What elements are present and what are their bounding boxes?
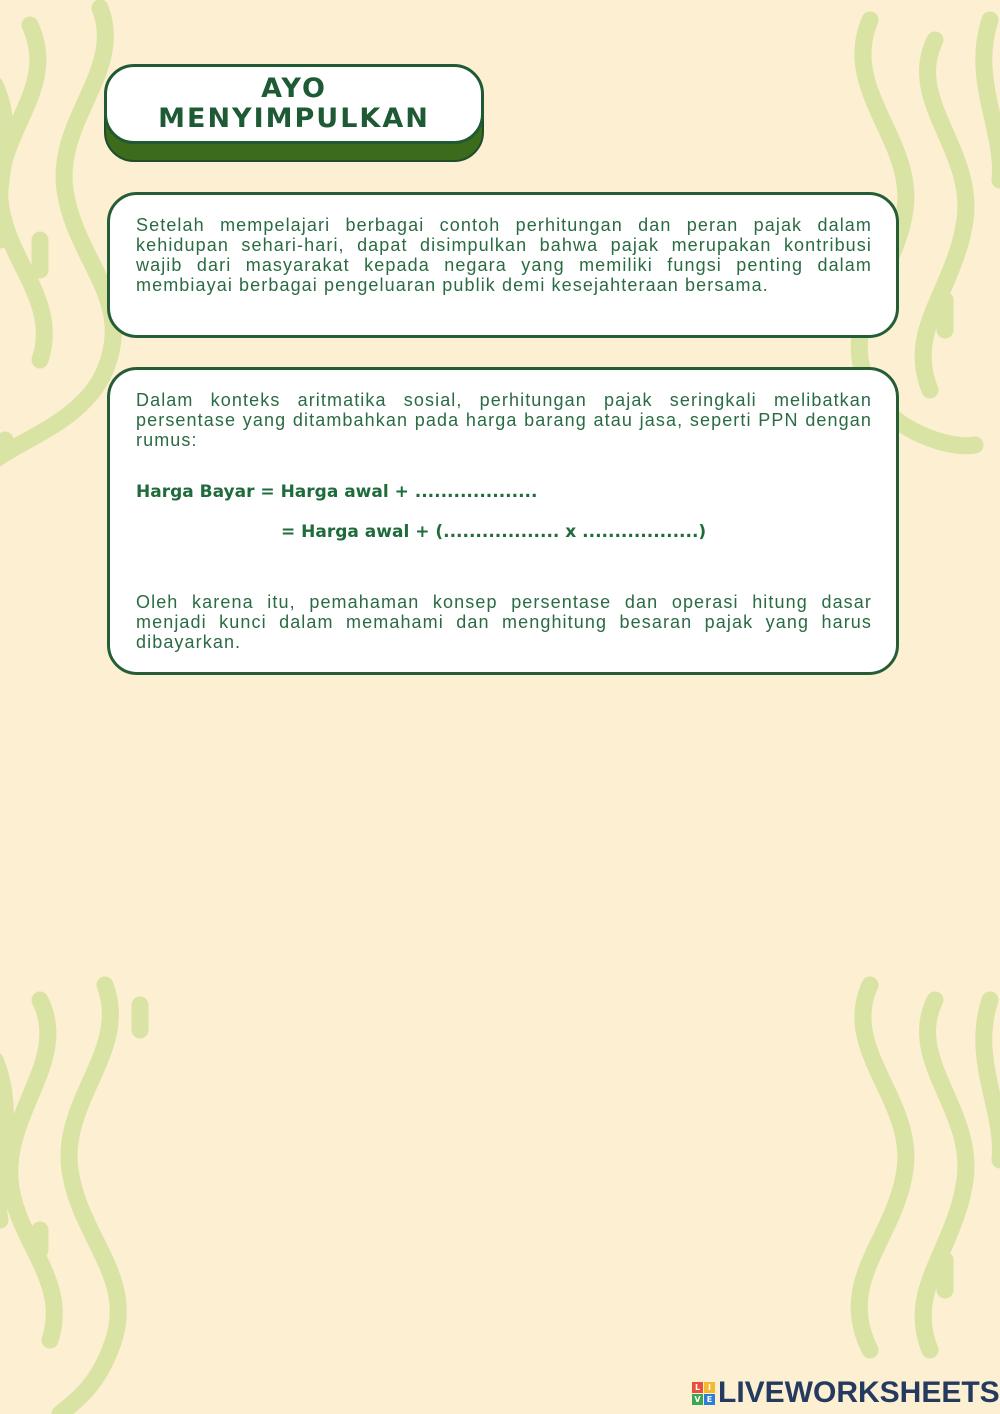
summary-card bbox=[107, 192, 899, 338]
brand-name: LIVEWORKSHEETS bbox=[718, 1376, 1000, 1409]
formula-line-2: = Harga awal + (.................. x ..................) bbox=[281, 522, 707, 542]
logo-letter: V bbox=[692, 1394, 703, 1405]
logo-letter: L bbox=[692, 1382, 703, 1393]
liveworksheets-logo-icon bbox=[692, 1382, 715, 1405]
logo-letter: I bbox=[704, 1382, 715, 1393]
formula-line-1: Harga Bayar = Harga awal + ................... bbox=[136, 482, 538, 502]
title-line-1: AYO bbox=[261, 73, 327, 104]
formula-intro-text: Dalam konteks aritmatika sosial, perhitungan pajak seringkali melibatkan persentase yang ditambahkan pada harga barang atau jasa, seperti PPN dengan rumus: bbox=[136, 390, 872, 450]
conclusion-text: Oleh karena itu, pemahaman konsep persentase dan operasi hitung dasar menjadi kunci dalam memahami dan menghitung besaran pajak yang harus dibayarkan. bbox=[136, 592, 872, 652]
title-banner bbox=[104, 64, 484, 144]
liveworksheets-brand bbox=[692, 1376, 1000, 1410]
summary-text: Setelah mempelajari berbagai contoh perhitungan dan peran pajak dalam kehidupan sehari-hari, dapat disimpulkan bahwa pajak merupakan kontribusi wajib dari masyarakat kepada negara yang memiliki fungsi penting dalam membiayai berbagai pengeluaran publik demi kesejahteraan bersama. bbox=[136, 215, 872, 295]
title-line-2: MENYIMPULKAN bbox=[158, 103, 430, 134]
formula-card bbox=[107, 367, 899, 675]
logo-letter: E bbox=[704, 1394, 715, 1405]
